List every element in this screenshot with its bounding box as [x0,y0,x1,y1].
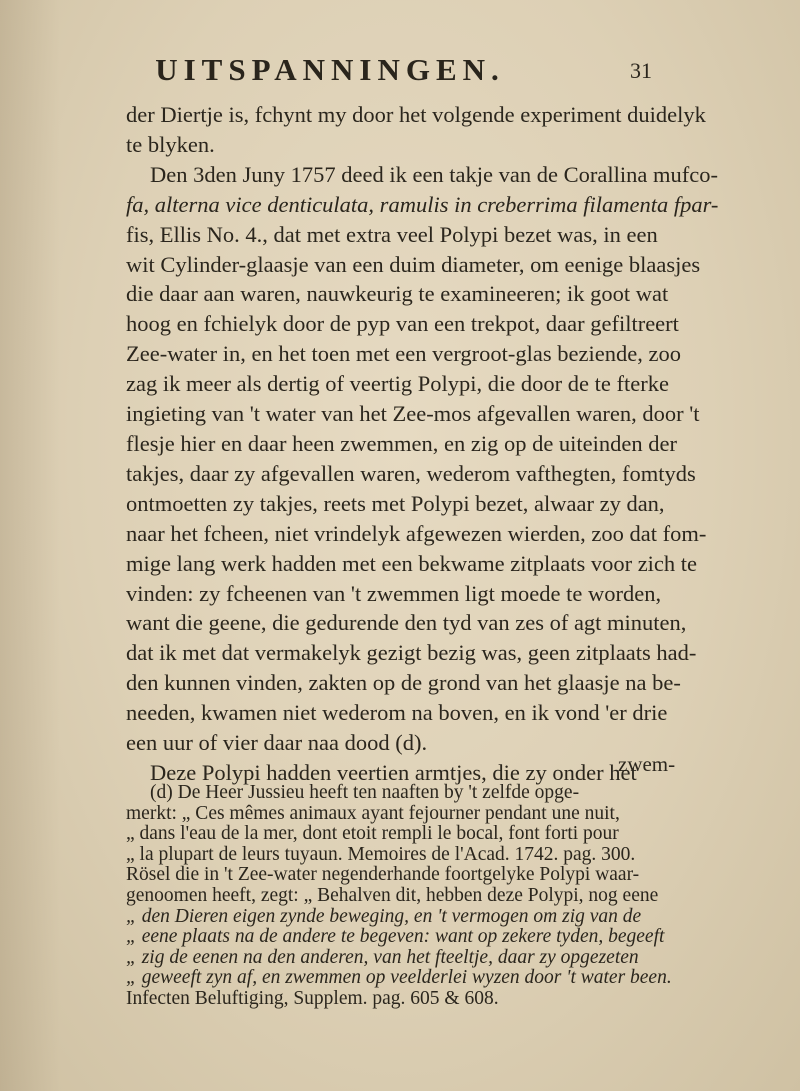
footnote-line: Infecten Beluftiging, Supplem. pag. 605 & 608. [126,987,499,1009]
page-number: 31 [630,58,652,83]
text-line: want die geene, die gedurende den tyd van zes of agt minuten, [126,610,687,636]
footnote-line: (d) De Heer Jussieu heeft ten naaften by 't zelfde opge- [150,782,580,803]
footnote-line: „ la plupart de leurs tuyaun. Memoires de l'Acad. 1742. pag. 300. [126,843,636,865]
text-line: die daar aan waren, nauwkeurig te examineeren; ik goot wat [126,281,669,307]
footnote-line: genoomen heeft, zegt: „ Behalven dit, hebben deze Polypi, nog eene [126,884,659,906]
text-line: wit Cylinder-glaasje van een duim diameter, om eenige blaasjes [126,251,701,277]
text-line: fa, alterna vice denticulata, ramulis in creberrima filamenta fpar- [126,191,719,217]
text-line: mige lang werk hadden met een bekwame zitplaats voor zich te [126,550,698,576]
text-line: dat ik met dat vermakelyk gezigt bezig was, geen zitplaats had- [126,640,697,666]
footnote-line: „ den Dieren eigen zynde beweging, en 't vermogen om zig van de [126,905,642,927]
footnote-line: merkt: „ Ces mêmes animaux ayant fejourner pendant une nuit, [126,802,620,824]
text-line: takjes, daar zy afgevallen waren, wederom vafthegten, fomtyds [126,460,696,486]
text-line: den kunnen vinden, zakten op de grond van het glaasje na be- [126,670,681,696]
text-line: flesje hier en daar heen zwemmen, en zig op de uiteinden der [126,430,678,456]
text-line: der Diertje is, fchynt my door het volgende experiment duidelyk [126,102,706,127]
footnote-line: „ zig de eenen na den anderen, van het fteeltje, daar zy opgezeten [126,946,639,968]
text-line: ontmoetten zy takjes, reets met Polypi bezet, alwaar zy dan, [126,490,665,516]
text-line: Deze Polypi hadden veertien armtjes, die zy onder het [150,759,637,785]
text-line: Den 3den Juny 1757 deed ik een takje van de Corallina mufco- [150,161,718,187]
footnote-line: Rösel die in 't Zee-water negenderhande foortgelyke Polypi waar- [126,864,640,886]
text-line: zag ik meer als dertig of veertig Polypi, die door de te fterke [126,371,669,397]
text-line: fis, Ellis No. 4., dat met extra veel Polypi bezet was, in een [126,221,658,247]
page-header [0,52,800,92]
text-line: naar het fcheen, niet vrindelyk afgewezen wierden, zoo dat fom- [126,520,707,546]
text-line: ingieting van 't water van het Zee-mos afgevallen waren, door 't [126,401,700,427]
running-title: UITSPANNINGEN. [155,52,505,87]
text-line: needen, kwamen niet wederom na boven, en ik vond 'er drie [126,700,668,726]
footnote-line: „ dans l'eau de la mer, dont etoit rempli le bocal, font forti pour [126,823,619,845]
main-text [126,100,719,788]
footnote [126,783,686,1010]
text-line: vinden: zy fcheenen van 't zwemmen ligt moede te worden, [126,580,662,606]
footnote-line: „ geweeft zyn af, en zwemmen op veelderlei wyzen door 't water been. [126,967,672,989]
text-line: te blyken. [126,131,215,157]
text-line: hoog en fchielyk door de pyp van een trekpot, daar gefiltreert [126,311,679,337]
text-line: Zee-water in, en het toen met een vergroot-glas beziende, zoo [126,341,681,367]
footnote-line: „ eene plaats na de andere te begeven: want op zekere tyden, begeeft [126,926,665,948]
text-line: een uur of vier daar naa dood (d). [126,730,428,756]
page-gutter-shadow [0,0,60,1091]
catchword: zwem- [618,752,676,776]
